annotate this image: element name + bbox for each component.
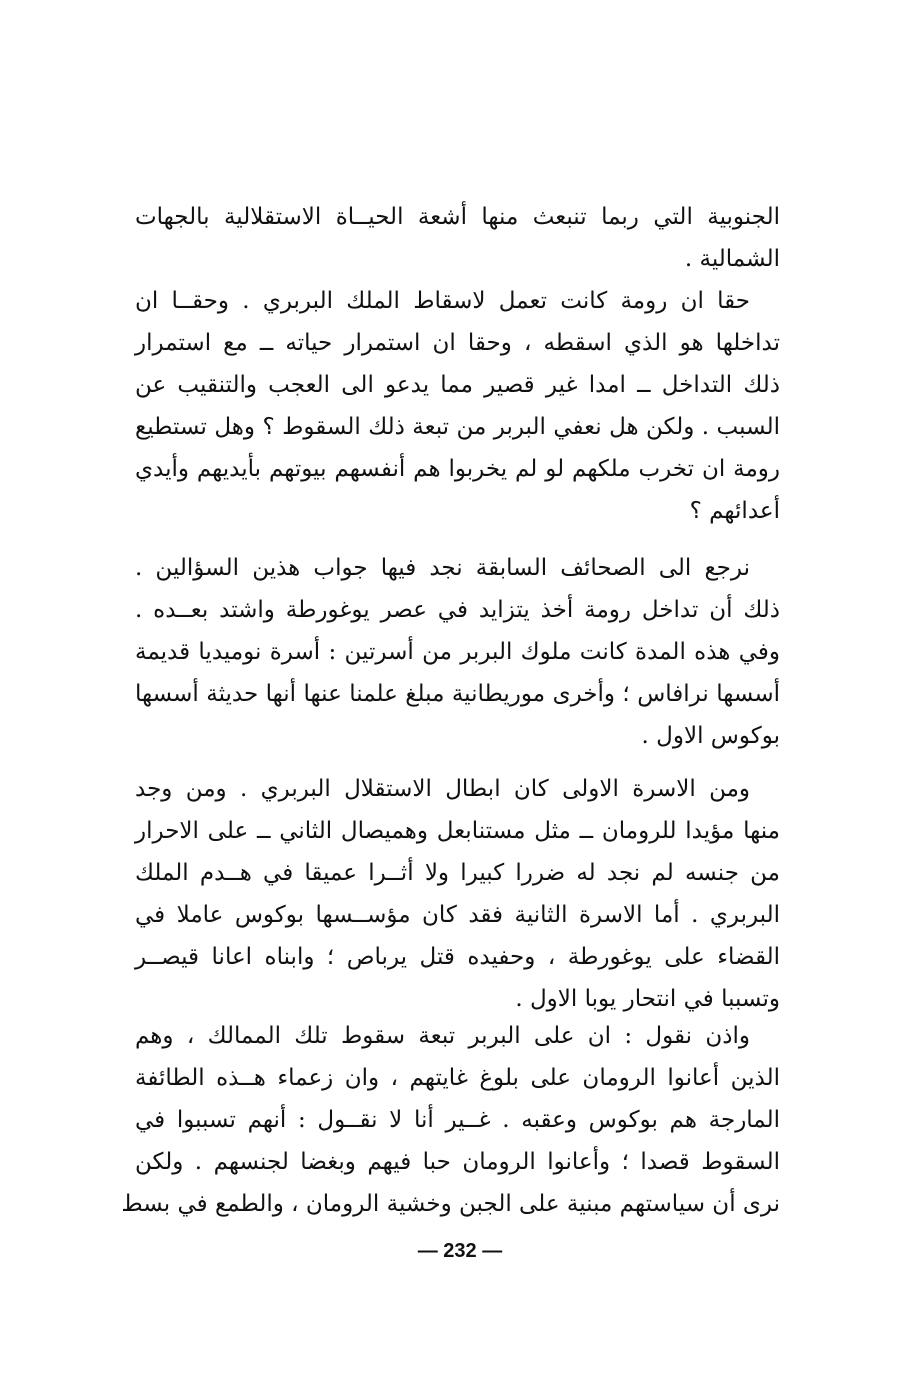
text-line: حقا ان رومة كانت تعمل لاسقاط الملك البربري . وحقــا ان bbox=[135, 288, 750, 314]
text-line: أعدائهم ؟ bbox=[689, 498, 780, 524]
text-line: رومة ان تخرب ملكهم لو لم يخربوا هم أنفسهم بيوتهم بأيديهم وأيدي bbox=[135, 456, 780, 482]
text-line: الشمالية . bbox=[684, 246, 780, 272]
text-line: السقوط قصدا ؛ وأعانوا الرومان حبا فيهم وبغضا لجنسهم . ولكن bbox=[135, 1149, 780, 1175]
paragraph bbox=[135, 196, 780, 280]
paragraph bbox=[121, 1015, 780, 1225]
text-line: نرى أن سياستهم مبنية على الجبن وخشية الرومان ، والطمع في بسط bbox=[121, 1191, 780, 1217]
text-line: ومن الاسرة الاولى كان ابطال الاستقلال البربري . ومن وجد bbox=[135, 776, 750, 802]
text-line: المارجة هم بوكوس وعقبه . غــير أنا لا نقــول : أنهم تسببوا في bbox=[135, 1107, 780, 1133]
text-line: واذن نقول : ان على البربر تبعة سقوط تلك الممالك ، وهم bbox=[135, 1023, 750, 1049]
text-line: الذين أعانوا الرومان على بلوغ غايتهم ، وان زعماء هــذه الطائفة bbox=[135, 1065, 780, 1091]
text-line: البربري . أما الاسرة الثانية فقد كان مؤســسها بوكوس عاملا في bbox=[135, 902, 780, 928]
text-line: السبب . ولكن هل نعفي البربر من تبعة ذلك السقوط ؟ وهل تستطيع bbox=[135, 414, 780, 440]
page-number: — 232 — bbox=[417, 1240, 503, 1262]
paragraph bbox=[135, 547, 780, 757]
text-line: أسسها نرافاس ؛ وأخرى موريطانية مبلغ علمنا عنها أنها حديثة أسسها bbox=[135, 681, 780, 707]
text-line: بوكوس الاول . bbox=[641, 723, 780, 749]
text-line: ذلك أن تداخل رومة أخذ يتزايد في عصر يوغورطة واشتد بعــده . bbox=[135, 597, 780, 623]
paragraph bbox=[135, 768, 780, 1020]
text-line: نرجع الى الصحائف السابقة نجد فيها جواب هذين السؤالين . bbox=[135, 555, 750, 581]
text-line: منها مؤيدا للرومان ــ مثل مستنابعل وهميصال الثاني ــ على الاحرار bbox=[135, 818, 780, 844]
text-line: الجنوبية التي ربما تنبعث منها أشعة الحيــاة الاستقلالية بالجهات bbox=[135, 204, 780, 230]
text-line: وفي هذه المدة كانت ملوك البربر من أسرتين : أسرة نوميديا قديمة bbox=[135, 639, 780, 665]
text-line: ذلك التداخل ــ امدا غير قصير مما يدعو الى العجب والتنقيب عن bbox=[135, 372, 780, 398]
paragraph bbox=[135, 280, 780, 532]
text-line: القضاء على يوغورطة ، وحفيده قتل يرباص ؛ وابناه اعانا قيصــر bbox=[135, 944, 780, 970]
text-line: من جنسه لم نجد له ضررا كبيرا ولا أثــرا عميقا في هــدم الملك bbox=[135, 860, 780, 886]
text-line: وتسببا في انتحار يوبا الاول . bbox=[515, 986, 780, 1012]
text-line: تداخلها هو الذي اسقطه ، وحقا ان استمرار حياته ــ مع استمرار bbox=[135, 330, 780, 356]
